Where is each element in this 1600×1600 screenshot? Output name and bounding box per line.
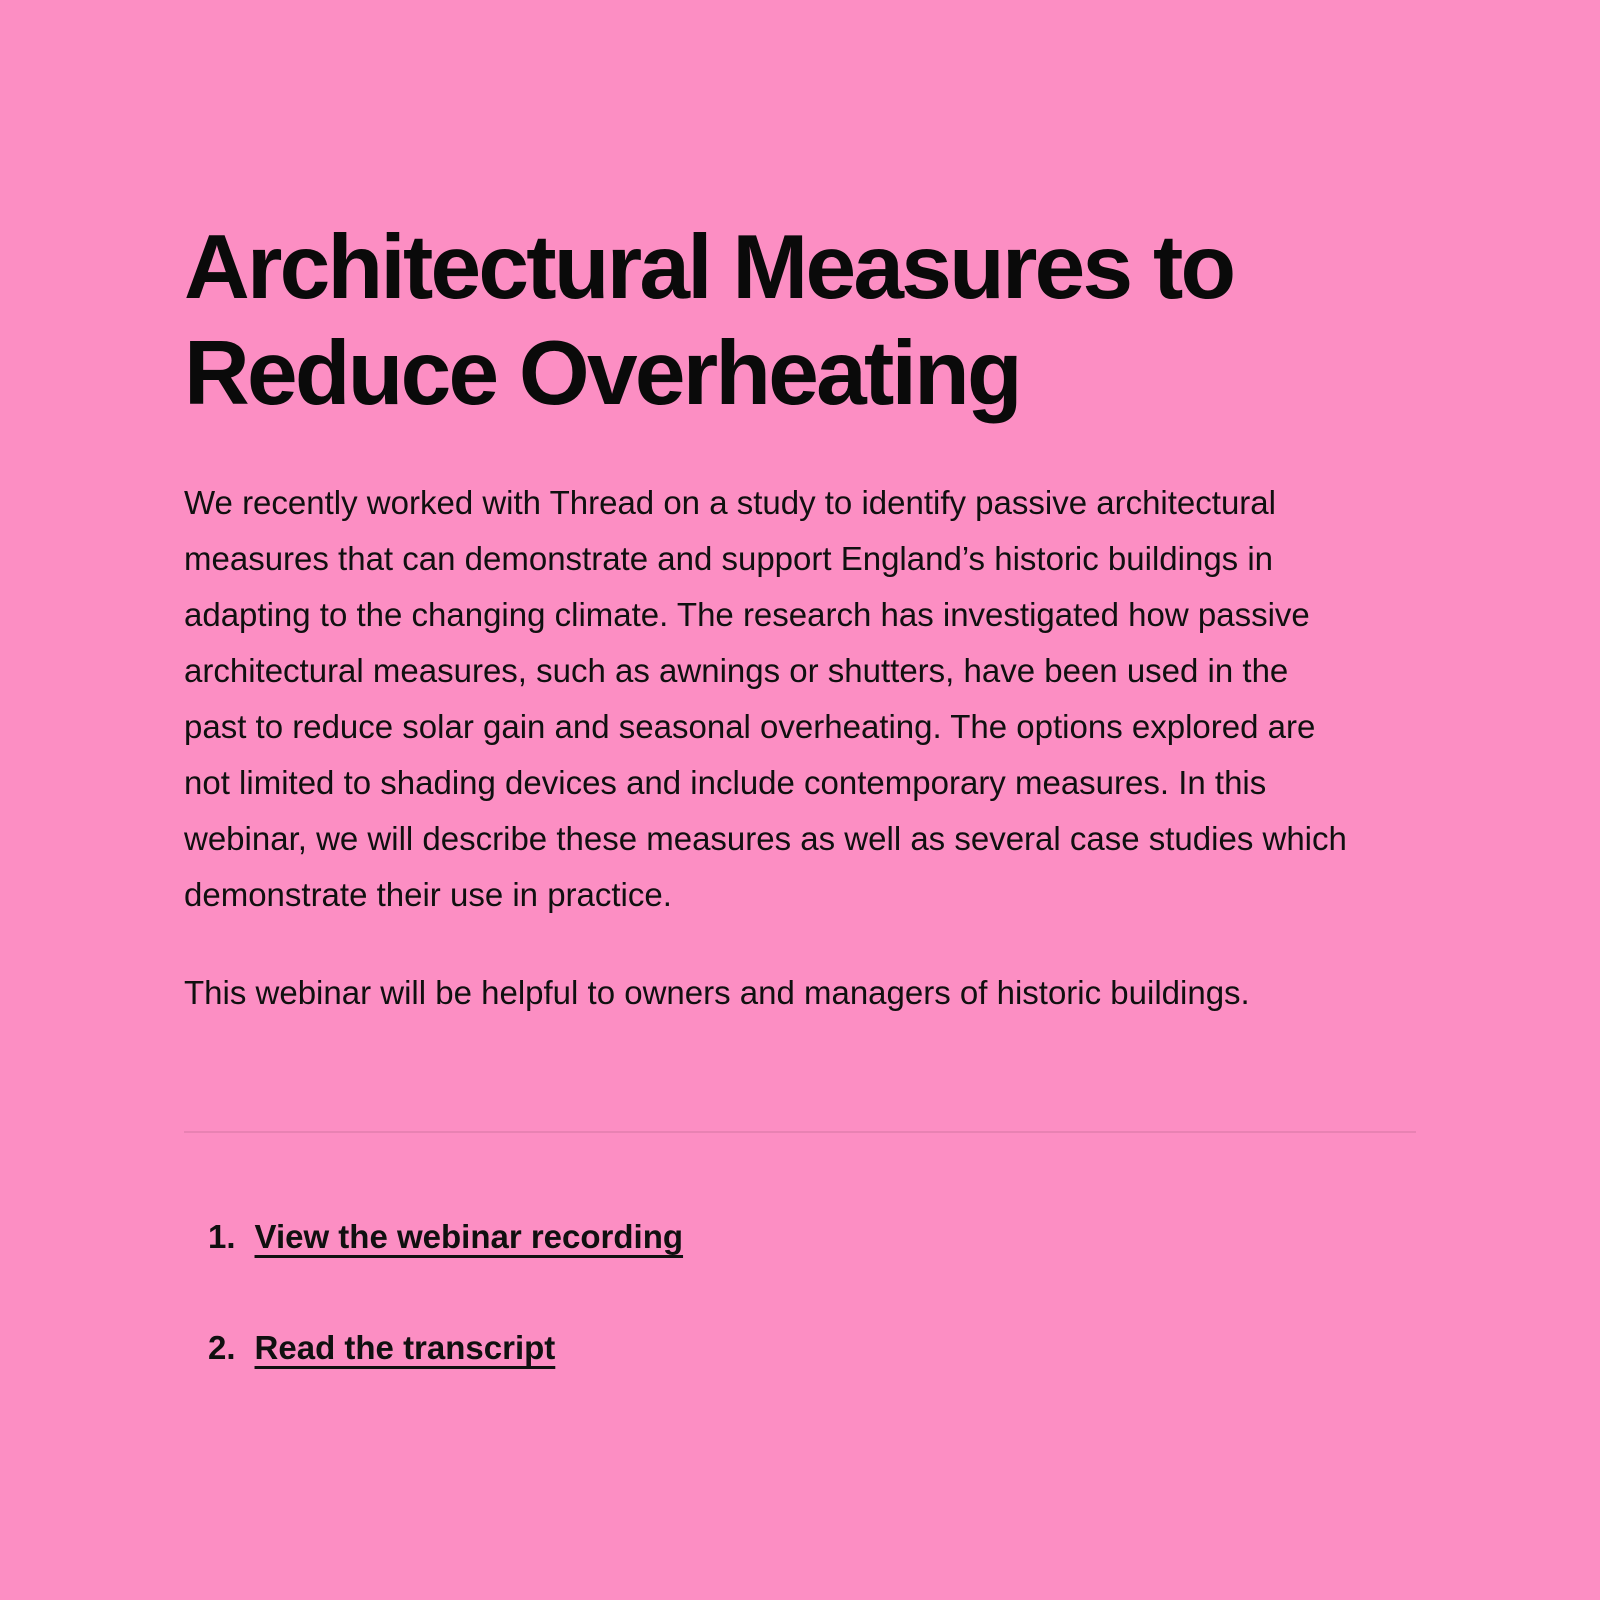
- webinar-recording-link[interactable]: View the webinar recording: [254, 1218, 684, 1255]
- article: [184, 0, 1416, 1376]
- audience-paragraph: This webinar will be helpful to owners and managers of historic buildings.: [184, 974, 1250, 1011]
- webinar-links-list: [184, 1209, 1416, 1376]
- list-item: [208, 1320, 1416, 1376]
- intro-paragraph: We recently worked with Thread on a study to identify passive architectural measures that can demonstrate and support England’s historic buildings in adapting to the changing climate. The research has investigated how passive architectural measures, such as awnings or shutters, have been used in the past to reduce solar gain and seasonal overheating. The options explored are not limited to shading devices and include contemporary measures. In this webinar, we will describe these measures as well as several case studies which demonstrate their use in practice.: [184, 484, 1347, 913]
- list-number: 1.: [208, 1218, 236, 1255]
- transcript-link[interactable]: Read the transcript: [254, 1329, 556, 1366]
- page-title: Architectural Measures to Reduce Overheating: [184, 217, 1234, 424]
- section-divider: [184, 1131, 1416, 1133]
- list-number: 2.: [208, 1329, 236, 1366]
- list-item: [208, 1209, 1416, 1265]
